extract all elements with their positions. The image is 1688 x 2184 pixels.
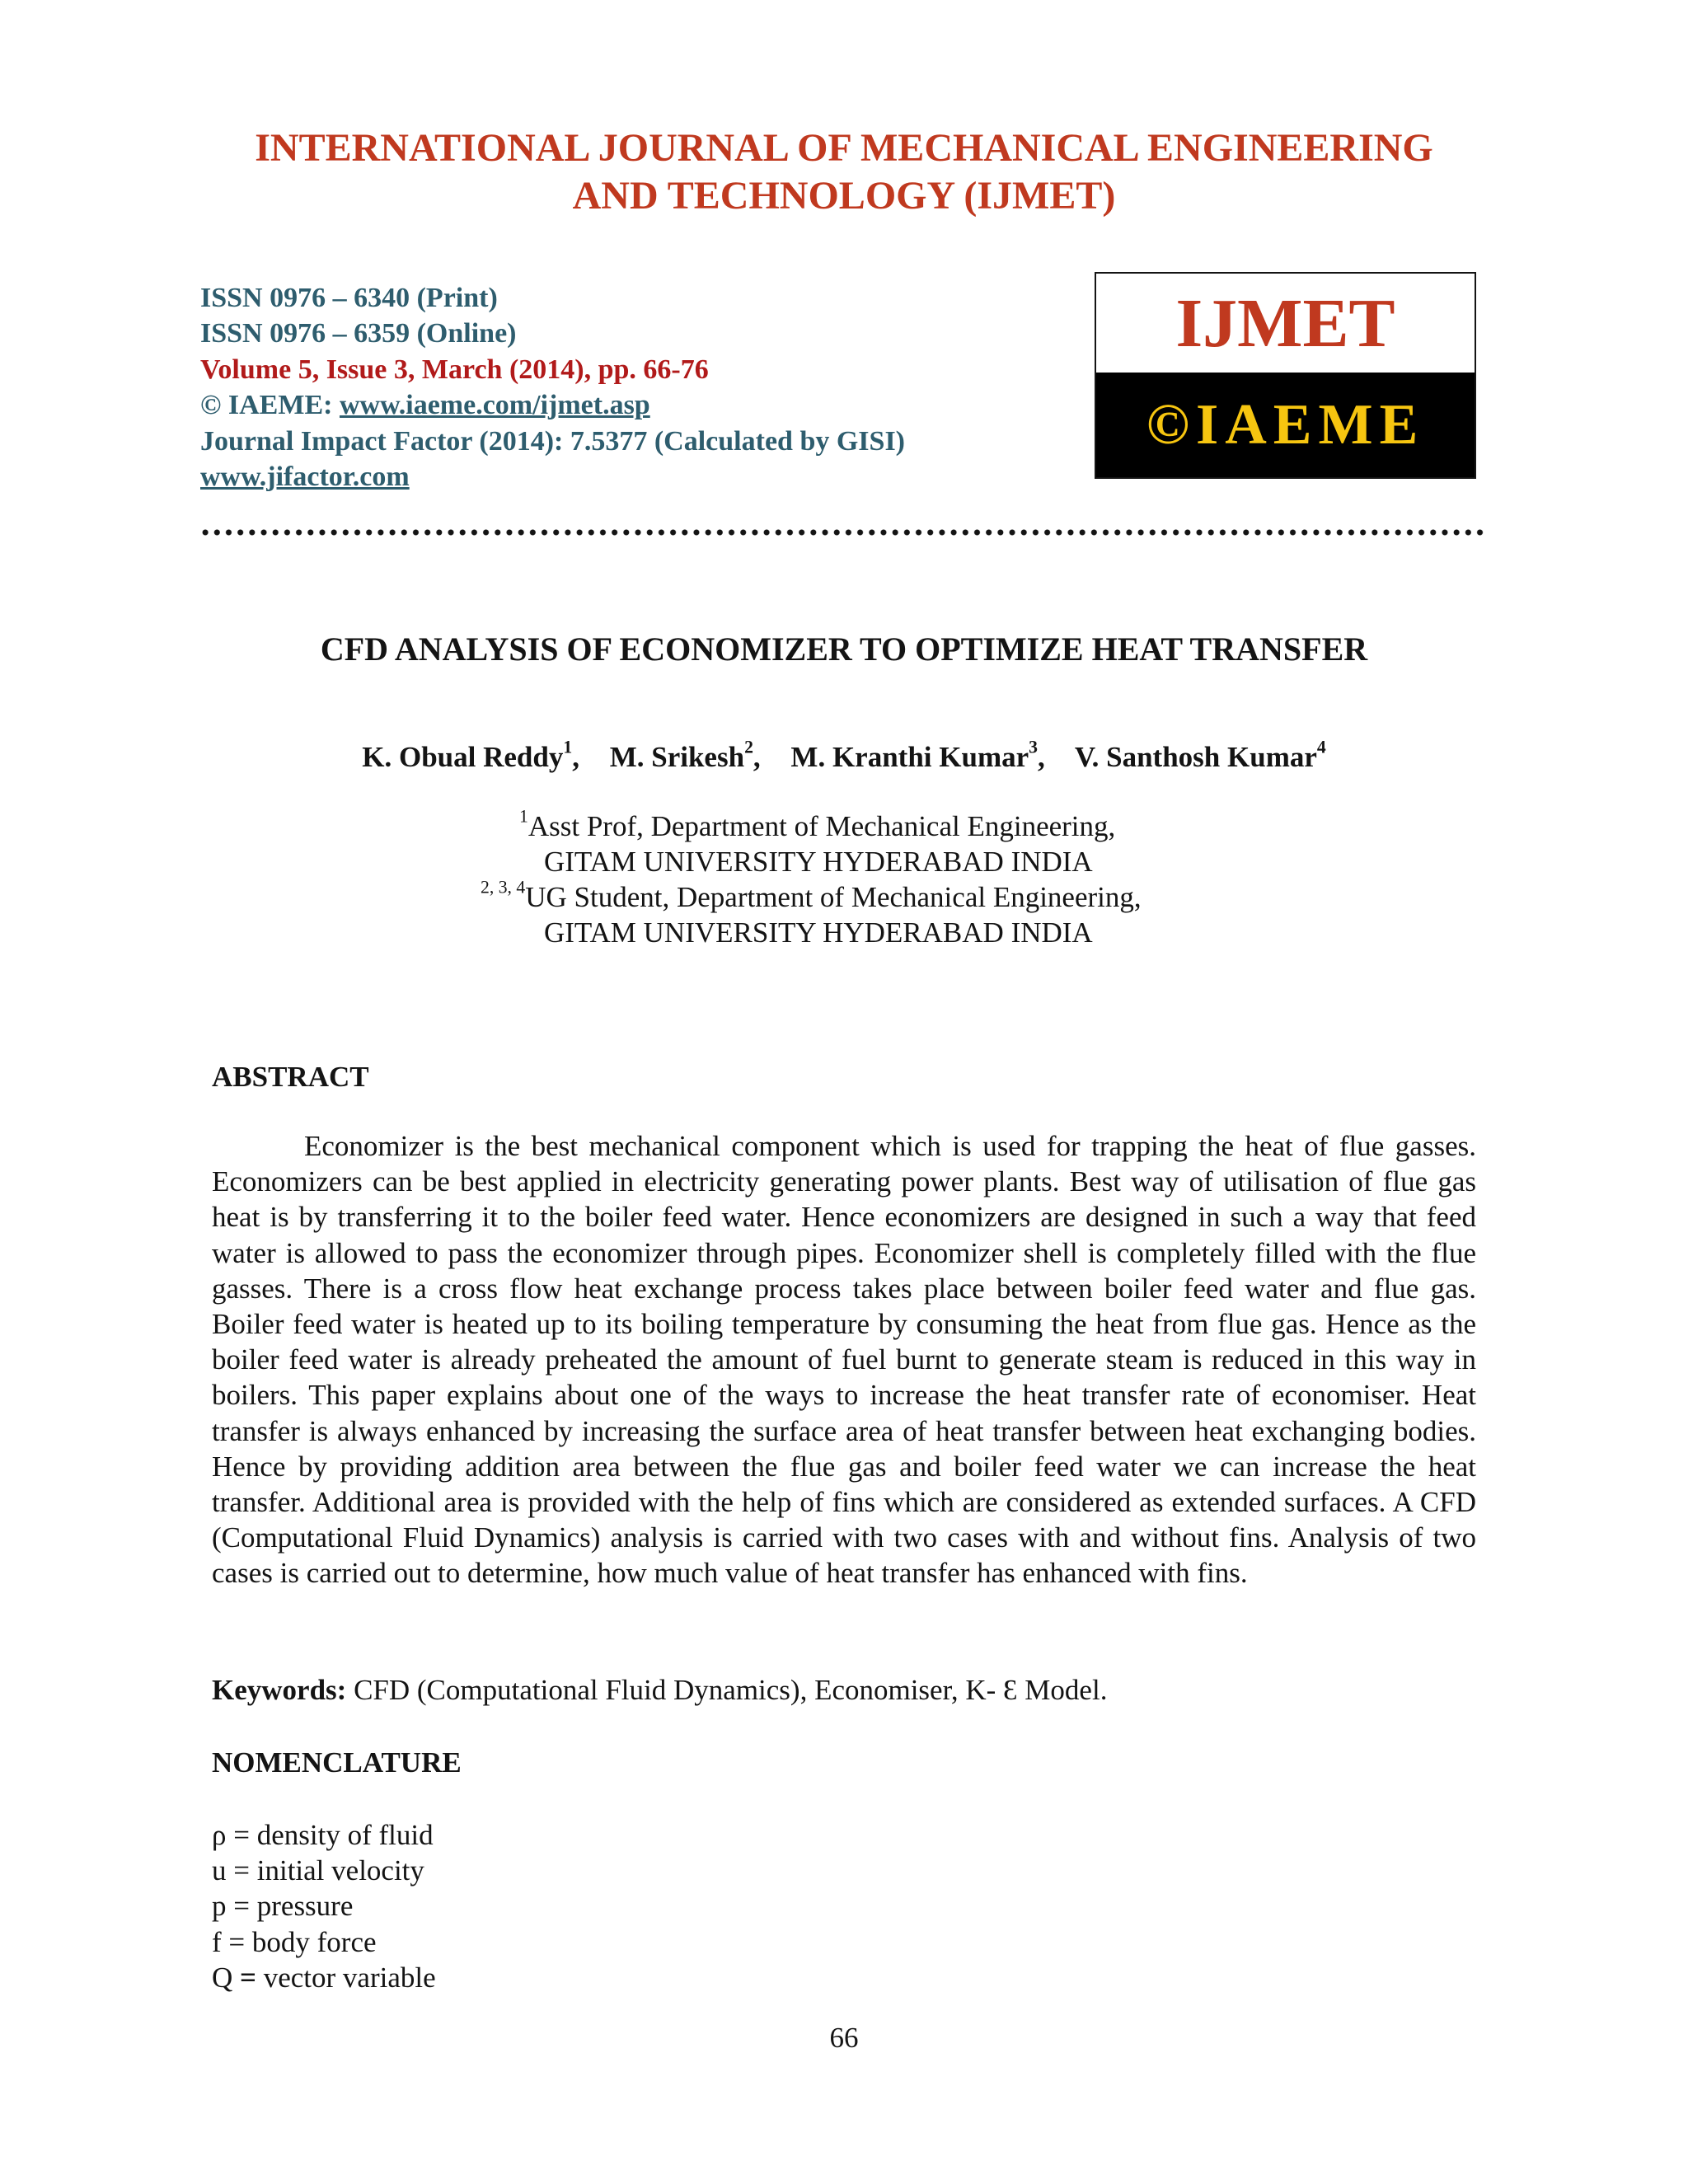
- keywords-label: Keywords:: [212, 1674, 347, 1706]
- affiliation-2: $^{2, 3, 4}$UG Student, Department of Mechanical Engineering,: [481, 877, 1142, 913]
- nomenclature-item: ρ = density of fluid: [212, 1819, 434, 1851]
- jifactor-link[interactable]: www.jifactor.com: [200, 462, 410, 492]
- author-list: [0, 738, 1688, 776]
- nomenclature-item: u = initial velocity: [212, 1854, 424, 1887]
- keywords-line: [212, 1672, 1107, 1708]
- volume-text: Volume 5, Issue 3, March (2014), pp. 66-76: [200, 354, 709, 385]
- affiliation-1: $^1$Asst Prof, Department of Mechanical Engineering,: [519, 806, 1116, 842]
- abstract-paragraph: Economizer is the best mechanical component which is used for trapping the heat of flue gasses. Economizers can be best applied in electricity generating power plants. Best way of utilisation of flue gas heat is by transferring it to the boiler feed water. Hence economizers are designed in such a way that feed water is allowed to pass the economizer through pipes. Economizer shell is completely filled with the flue gasses. There is a cross flow heat exchange process takes place between boiler feed water and flue gas. Boiler feed water is heated up to its boiling temperature by consuming the heat from flue gas. Hence as the boiler feed water is already preheated the amount of fuel burnt to generate steam is reduced in this way in boilers. This paper explains about one of the ways to increase the heat transfer rate of economiser. Heat transfer is always enhanced by increasing the surface area of heat transfer between heat exchanging bodies. Hence by providing addition area between the flue gas and boiler feed water we can increase the heat transfer. Additional area is provided with the help of fins which are considered as extended surfaces. A CFD (Computational Fluid Dynamics) analysis is carried with two cases with and without fins. Analysis of two cases is carried out to determine, how much value of heat transfer has enhanced with fins.: [212, 1130, 1476, 1590]
- logo-ijmet-text: IJMET: [1175, 284, 1395, 362]
- issn-online: ISSN 0976 – 6359 (Online): [200, 318, 517, 349]
- nomenclature-heading: NOMENCLATURE: [212, 1746, 462, 1779]
- nomenclature-list: [212, 1817, 436, 1995]
- nomenclature-item: f = body force: [212, 1925, 377, 1958]
- paper-title: CFD ANALYSIS OF ECONOMIZER TO OPTIMIZE HEAT TRANSFER: [320, 630, 1368, 668]
- journal-title-line2: AND TECHNOLOGY (IJMET): [572, 174, 1116, 218]
- logo-iaeme-text: ©IAEME: [1096, 373, 1475, 477]
- author: V. Santhosh Kumar$^4$: [1074, 737, 1326, 773]
- dotted-divider: [199, 524, 1485, 541]
- author: K. Obual Reddy$^1$,: [362, 737, 579, 773]
- ijmet-logo: [1095, 272, 1476, 479]
- copyright-prefix: © IAEME:: [200, 390, 340, 420]
- iaeme-link[interactable]: www.iaeme.com/ijmet.asp: [339, 390, 650, 420]
- jifactor-line: [200, 459, 410, 495]
- journal-title-line1: INTERNATIONAL JOURNAL OF MECHANICAL ENGINEERING: [255, 126, 1433, 170]
- page-number: 66: [829, 2022, 859, 2054]
- impact-factor: Journal Impact Factor (2014): 7.5377 (Calculated by GISI): [200, 426, 905, 457]
- issn-print: ISSN 0976 – 6340 (Print): [200, 283, 498, 313]
- author: M. Kranthi Kumar$^3$,: [790, 737, 1045, 773]
- copyright-line: [200, 387, 650, 424]
- keywords-text: CFD (Computational Fluid Dynamics), Economiser, K- Ɛ Model.: [346, 1674, 1108, 1706]
- nomenclature-item: p = pressure: [212, 1890, 354, 1923]
- affiliation-2-university: GITAM UNIVERSITY HYDERABAD INDIA: [544, 916, 1093, 949]
- volume-info: [200, 352, 709, 388]
- author: M. Srikesh$^2$,: [609, 737, 761, 773]
- abstract-heading: ABSTRACT: [212, 1061, 369, 1093]
- abstract-body: [212, 1128, 1476, 1591]
- affiliation-1-university: GITAM UNIVERSITY HYDERABAD INDIA: [544, 846, 1093, 878]
- nomenclature-item: Q = vector variable: [212, 1961, 436, 1994]
